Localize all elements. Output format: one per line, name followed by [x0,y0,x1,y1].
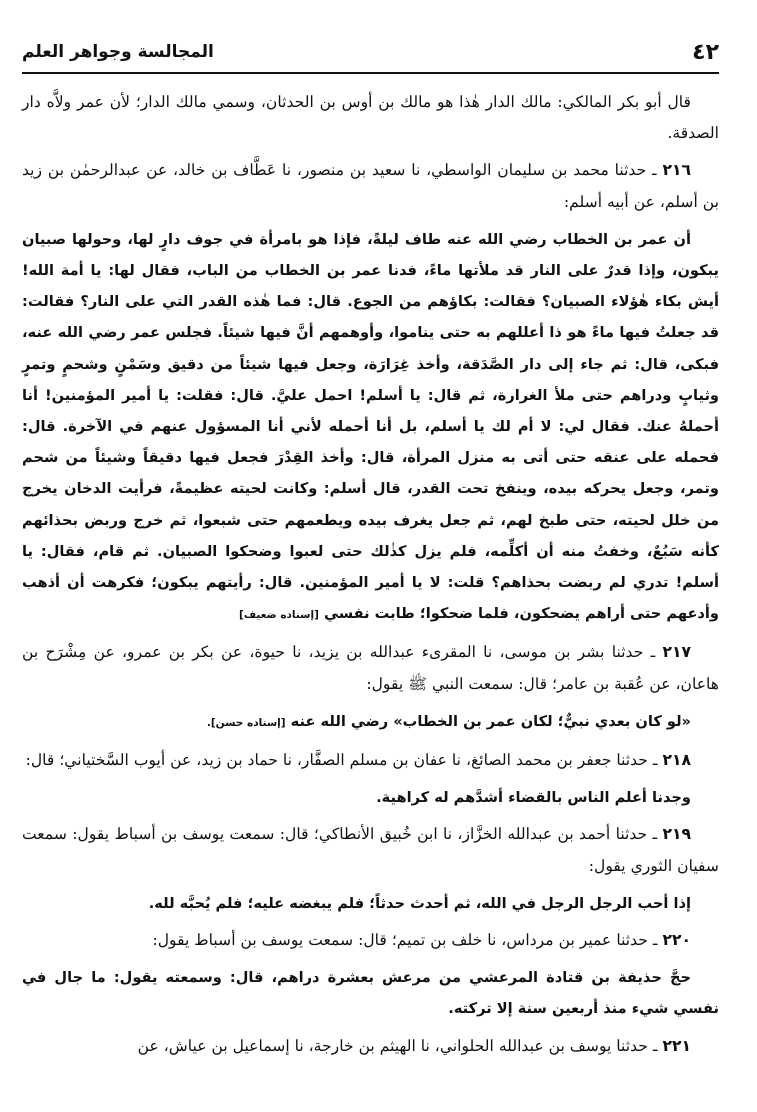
isnad-text: ـ حدثنا أحمد بن عبدالله الخزَّاز، نا ابن خُبيق الأنطاكي؛ قال: سمعت يوسف بن أسباط يقول: سمعت سفيان الثوري يقول: [22,825,719,875]
note-paragraph [22,87,719,149]
hadith-220-isnad [22,925,719,956]
isnad-text: ـ حدثنا جعفر بن محمد الصائغ، نا عفان بن مسلم الصفَّار، نا حماد بن زيد، عن أيوب السَّختياني؛ قال: [25,751,658,770]
note-text: قال أبو بكر المالكي: مالك الدار هٰذا هو مالك بن أوس بن الحدثان، وسمي مالك الدار؛ لأن عمر ولاَّه دار الصدقة. [22,93,719,143]
hadith-number: ٢١٧ [662,643,691,662]
hadith-216-matn [22,224,719,632]
isnad-text: ـ حدثنا بشر بن موسى، نا المقرىء عبدالله بن يزيد، نا حيوة، عن بكر بن عمرو، عن مِشْرَح بن هاعان، عن عُقبة بن عامر؛ قال: سمعت النبي ﷺ يقول: [22,643,719,693]
hadith-218-matn [22,782,719,813]
matn-text: أن عمر بن الخطاب رضي الله عنه طاف ليلةً، فإذا هو بامرأة في جوف دارٍ لها، وحولها صبيان يبكون، وإذا قدرٌ على النار قد ملأتها ماءً، فدنا عمر بن الخطاب من الباب، فقال لها: يا أمة الله! أيش بكاء هٰؤلاء الصبيان؟ فقالت: بكاؤهم من الجوع. قال: فما هٰذه القدر التي على النار؟ فقالت: قد جعلتُ فيها ماءً هو ذا أعللهم به حتى يناموا، وأوهمهم أنَّ فيها شيئاً. فجلس عمر رضي الله عنه، فبكى، قال: ثم جاء إلى دار الصَّدَقة، وأخذ غِرَارَة، وجعل فيها شيئاً من دقيق وسَمْنٍ وشحمٍ وتمرٍ وثيابٍ ودراهم حتى ملأ الغرارة، ثم قال: يا أسلم! احمل عليَّ. قال: فقلت: يا أمير المؤمنين! أنا أحملهُ عنك. فقال لي: لا أم لك يا أسلم، بل أنا أحمله لأني أنا المسؤول عنهم في الآخرة. قال: فحمله على عنقه حتى أتى به منزل المرأة، قال: وأخذ القِدْرَ فجعل فيها دقيقاً وشيئاً من شحم وتمر، وجعل يحركه بيده، وينفخ تحت القدر، قال أسلم: وكانت لحيته عظيمةً، فرأيت الدخان يخرج من خلل لحيته، حتى طبخ لهم، ثم جعل يغرف بيده ويطعمهم حتى شبعوا، ثم خرج وربض بحذائهم كأنه سَبُعٌ، وخفتُ منه أن أكلِّمه، فلم يزل كذٰلك حتى لعبوا وضحكوا الصبيان. ثم قام، فقال: يا أسلم! تدري لم ربضت بحذاهم؟ قلت: لا يا أمير المؤمنين. قال: رأيتهم يبكون؛ فكرهت أن أذهب وأدعهم حتى أراهم يضحكون، فلما ضحكوا؛ طابت نفسي [22,230,719,623]
hadith-number: ٢١٩ [662,825,691,844]
matn-text: حجَّ حذيفة بن قتادة المرعشي من مرعش بعشرة دراهم، قال: وسمعته يقول: ما جال في نفسي شيء منذ أربعين سنة إلا تركته. [22,969,719,1018]
hadith-number: ٢١٦ [662,161,691,180]
hadith-216-isnad [22,155,719,217]
isnad-text: ـ حدثنا عمير بن مرداس، نا خلف بن تميم؛ قال: سمعت يوسف بن أسباط يقول: [152,931,658,950]
hadith-219-isnad [22,819,719,881]
grade-label: [إسناده ضعيف] [239,609,319,622]
isnad-text: ـ حدثنا يوسف بن عبدالله الحلواني، نا الهيثم بن خارجة، نا إسماعيل بن عياش، عن [137,1036,658,1055]
isnad-text: ـ حدثنا محمد بن سليمان الواسطي، نا سعيد بن منصور، نا عَطَّاف بن خالد، عن عبدالرحمٰن بن زيد بن أسلم، عن أبيه أسلم: [22,161,719,211]
matn-text: إذا أحب الرجل الرجل في الله، ثم أحدث حدثاً؛ فلم يبغضه عليه؛ فلم يُحبَّه لله. [148,894,691,912]
hadith-number: ٢٢١ [662,1036,691,1055]
hadith-217-isnad [22,637,719,699]
matn-text: «لو كان بعدي نبيٌّ؛ لكان عمر بن الخطاب» رضي الله عنه [290,712,691,730]
page-number: ٤٢ [692,40,719,65]
hadith-number: ٢١٨ [662,751,691,770]
hadith-220-matn [22,962,719,1024]
matn-text: وجدنا أعلم الناس بالقضاء أشدَّهم له كراهية. [376,789,691,807]
page-header [22,38,719,74]
hadith-221-isnad [22,1031,719,1062]
hadith-217-matn [22,706,719,739]
running-title: المجالسة وجواهر العلم [22,42,214,62]
page-body [22,87,719,1068]
hadith-218-isnad [22,745,719,776]
hadith-number: ٢٢٠ [662,931,691,950]
hadith-219-matn [22,888,719,919]
grade-label: [إسناده حسن]. [206,716,286,729]
